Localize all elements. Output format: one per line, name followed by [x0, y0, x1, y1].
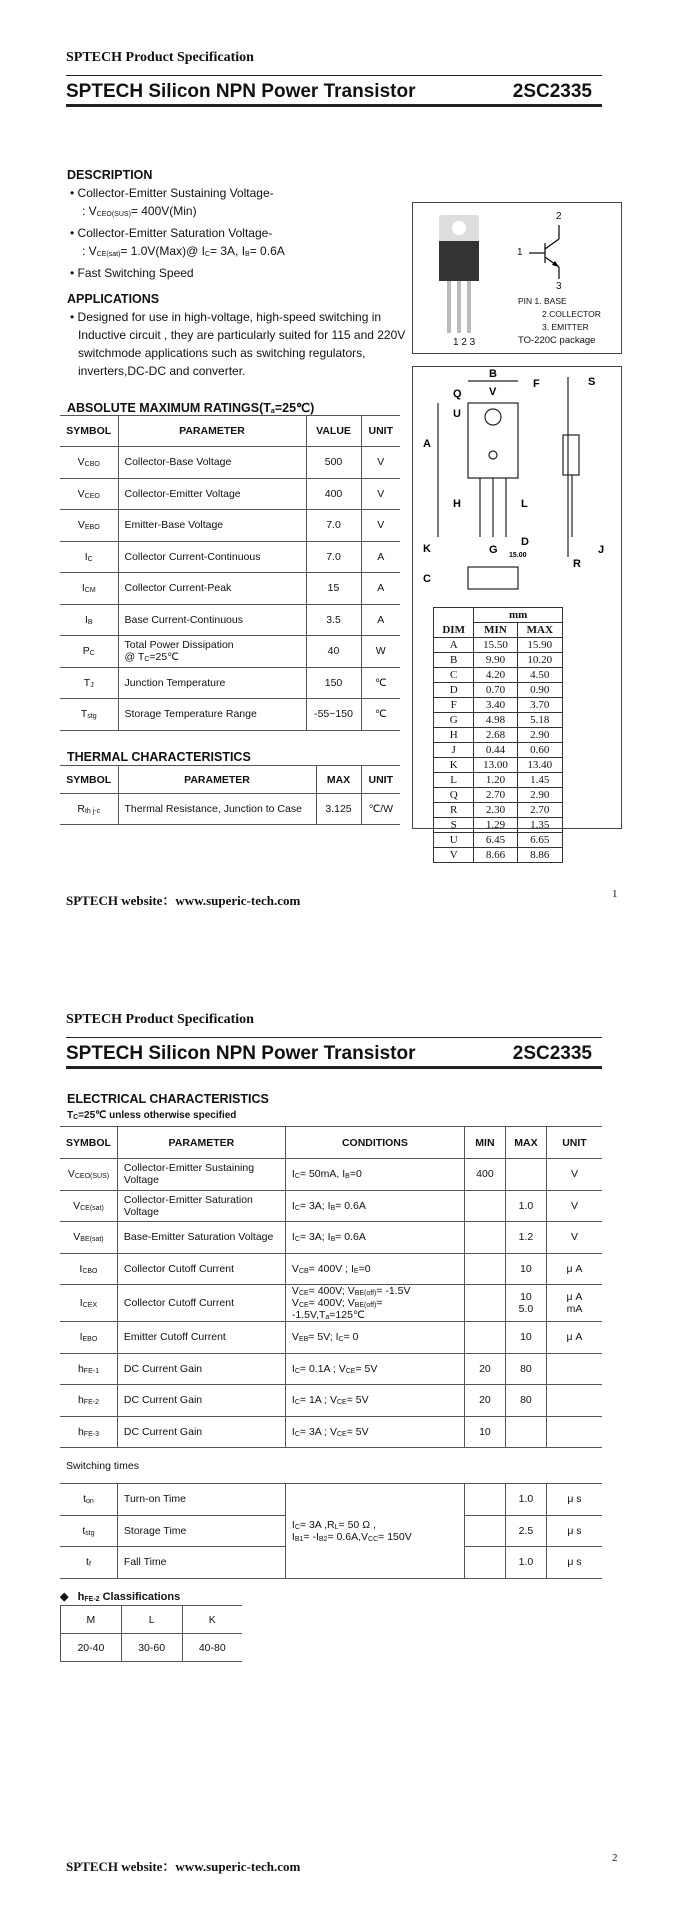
cell: 2.5 — [505, 1515, 546, 1547]
cell: μ A — [546, 1253, 602, 1285]
cell: $I_C$ — [60, 541, 118, 573]
cell: W — [361, 636, 400, 668]
cell: $V_{CEO(SUS)}$ — [60, 1159, 117, 1191]
cell: 15.50 — [474, 638, 517, 653]
pin-base: PIN 1. BASE — [518, 296, 567, 306]
hfe-class-title: $h_{FE-2}$ Classifications — [77, 1591, 181, 1603]
cell: Base-Emitter Saturation Voltage — [117, 1222, 285, 1254]
hfe-class-table — [60, 1605, 242, 1662]
cell — [464, 1322, 505, 1354]
cell: 80 — [505, 1353, 546, 1385]
dim-label-Q: Q — [453, 388, 462, 400]
col-min: MIN — [464, 1127, 505, 1159]
cell: $I_{CM}$ — [60, 573, 118, 605]
pin-emitter: 3. EMITTER — [542, 322, 589, 332]
cell: 0.90 — [517, 683, 562, 698]
cell: A — [361, 541, 400, 573]
electrical-row — [60, 1190, 602, 1222]
cell: Collector-Emitter Voltage — [118, 478, 306, 510]
cell: Storage Temperature Range — [118, 699, 306, 731]
rating-row — [60, 667, 400, 699]
cell: $I_C= 3A$; $I_B= 0.6A$ — [285, 1222, 464, 1254]
cell: Collector-Base Voltage — [118, 447, 306, 479]
cell: -55~150 — [306, 699, 361, 731]
dim-label-C: C — [423, 573, 431, 585]
cell — [546, 1353, 602, 1385]
cell: $I_B$ — [60, 604, 118, 636]
cell: K — [434, 758, 474, 773]
cell: $I_C= 3A$; $I_B= 0.6A$ — [285, 1190, 464, 1222]
cell: Collector Cutoff Current — [117, 1285, 285, 1322]
cell: Collector Current-Peak — [118, 573, 306, 605]
hfe-class-heading — [60, 1590, 180, 1603]
cell: 20 — [464, 1385, 505, 1417]
cell: Q — [434, 788, 474, 803]
cell: 40 — [306, 636, 361, 668]
cell: 3.40 — [474, 698, 517, 713]
cell: 2.90 — [517, 728, 562, 743]
description-item: • Collector-Emitter Sustaining Voltage- — [70, 186, 274, 200]
cell: $h_{FE-2}$ — [60, 1385, 117, 1417]
dimension-row — [434, 818, 563, 833]
cell: $t_f$ — [60, 1547, 117, 1579]
cell: $I_{CEX}$ — [60, 1285, 117, 1322]
page-title: SPTECH Silicon NPN Power Transistor — [66, 81, 416, 102]
cell: $I_C= 1A$ ; $V_{CE}= 5V$ — [285, 1385, 464, 1417]
cell: $I_C= 50mA$, $I_B=0$ — [285, 1159, 464, 1191]
outline-drawing — [413, 367, 621, 597]
electrical-table — [60, 1126, 602, 1579]
cell: Emitter Cutoff Current — [117, 1322, 285, 1354]
rating-row — [60, 541, 400, 573]
electrical-row — [60, 1159, 602, 1191]
dimension-row — [434, 758, 563, 773]
cell: ℃ — [361, 699, 400, 731]
switching-label-row — [60, 1448, 602, 1484]
description-item: : $V_{CEO(SUS)}= 400V(Min)$ — [82, 204, 197, 218]
cell — [464, 1285, 505, 1322]
cell: μ s — [546, 1547, 602, 1579]
cell: DC Current Gain — [117, 1416, 285, 1448]
cell: $h_{FE-1}$ — [60, 1353, 117, 1385]
cell: H — [434, 728, 474, 743]
cell: 15 — [306, 573, 361, 605]
cell: 4.50 — [517, 668, 562, 683]
cell: Total Power Dissipation @ $T_C=25℃$ — [118, 636, 306, 668]
col-parameter: PARAMETER — [118, 766, 316, 794]
dimension-row — [434, 698, 563, 713]
description-heading: DESCRIPTION — [67, 168, 153, 182]
cell: 0.70 — [474, 683, 517, 698]
cell: $V_{EBO}$ — [60, 510, 118, 542]
cell: 2.68 — [474, 728, 517, 743]
dim-header: DIM — [434, 608, 474, 638]
cell: 80 — [505, 1385, 546, 1417]
page-number: 1 — [612, 888, 618, 900]
col-unit: UNIT — [546, 1127, 602, 1159]
class-label: M — [61, 1606, 122, 1634]
min-header: MIN — [474, 623, 517, 638]
cell: 10 5.0 — [505, 1285, 546, 1322]
applications-text: • Designed for use in high-voltage, high-speed switching in Inductive circuit , they are particularly suited for 115 and 220V switchmode applications such as switching regulators, inverters,DC-DC and converter. — [70, 310, 406, 378]
col-value: VALUE — [306, 416, 361, 447]
cell: 0.60 — [517, 743, 562, 758]
rating-row — [60, 510, 400, 542]
cell: 7.0 — [306, 541, 361, 573]
cell: 13.00 — [474, 758, 517, 773]
electrical-row — [60, 1253, 602, 1285]
thermal-table — [60, 765, 400, 825]
divider — [66, 75, 602, 76]
ratings-heading: ABSOLUTE MAXIMUM $RATINGS(T_a=25℃)$ — [67, 401, 315, 415]
part-number: 2SC2335 — [512, 81, 592, 102]
cell: Emitter-Base Voltage — [118, 510, 306, 542]
dim-label-L: L — [521, 498, 528, 510]
cell: Collector Cutoff Current — [117, 1253, 285, 1285]
cell: $V_{CB}= 400V$ ; $I_E=0$ — [285, 1253, 464, 1285]
cell: $V_{CEO}$ — [60, 478, 118, 510]
cell: 13.40 — [517, 758, 562, 773]
title-bar — [66, 1043, 592, 1065]
cell: 1.20 — [474, 773, 517, 788]
dimension-row — [434, 683, 563, 698]
cell: Storage Time — [117, 1515, 285, 1547]
rating-row — [60, 478, 400, 510]
cell: 15.90 — [517, 638, 562, 653]
cell: V — [434, 848, 474, 863]
cell: 1.0 — [505, 1547, 546, 1579]
cell: 500 — [306, 447, 361, 479]
cell: V — [546, 1159, 602, 1191]
divider — [66, 1037, 602, 1038]
cell: C — [434, 668, 474, 683]
cell: ℃/W — [361, 794, 400, 825]
cell — [546, 1385, 602, 1417]
rating-row — [60, 573, 400, 605]
cell: 9.90 — [474, 653, 517, 668]
cell: 4.98 — [474, 713, 517, 728]
cell: $h_{FE-3}$ — [60, 1416, 117, 1448]
dim-label-J: J — [598, 544, 605, 556]
cell: $I_{CBO}$ — [60, 1253, 117, 1285]
rating-row — [60, 699, 400, 731]
cell: μ s — [546, 1515, 602, 1547]
cell: DC Current Gain — [117, 1385, 285, 1417]
col-symbol: SYMBOL — [60, 416, 118, 447]
electrical-row — [60, 1285, 602, 1322]
cell: Collector Current-Continuous — [118, 541, 306, 573]
cell: 400 — [464, 1159, 505, 1191]
class-label: K — [182, 1606, 242, 1634]
cell: B — [434, 653, 474, 668]
switching-times-label: Switching times — [60, 1448, 602, 1484]
title-bar — [66, 81, 592, 103]
cell: $I_{EBO}$ — [60, 1322, 117, 1354]
cell: $I_C= 0.1A$ ; $V_{CE}= 5V$ — [285, 1353, 464, 1385]
cell: V — [546, 1190, 602, 1222]
col-unit: UNIT — [361, 416, 400, 447]
cell: 10 — [464, 1416, 505, 1448]
header-top: SPTECH Product Specification — [66, 50, 254, 65]
cell: 7.0 — [306, 510, 361, 542]
col-max: MAX — [316, 766, 361, 794]
pin-label-2: 2 — [556, 211, 562, 222]
cell: 20 — [464, 1353, 505, 1385]
rating-row — [60, 447, 400, 479]
dimensions-table — [433, 607, 563, 863]
cell — [464, 1547, 505, 1579]
cell: $V_{CBO}$ — [60, 447, 118, 479]
dim-label-K: K — [423, 543, 431, 555]
cell: G — [434, 713, 474, 728]
col-max: MAX — [505, 1127, 546, 1159]
electrical-row — [60, 1353, 602, 1385]
rating-row — [60, 604, 400, 636]
cell: Base Current-Continuous — [118, 604, 306, 636]
electrical-row — [60, 1222, 602, 1254]
description-item: • Fast Switching Speed — [70, 266, 194, 280]
angle-note: 15.00 — [509, 552, 527, 559]
class-label: L — [121, 1606, 182, 1634]
cell: ℃ — [361, 667, 400, 699]
pin-numbers: 1 2 3 — [453, 337, 476, 348]
cell: Thermal Resistance, Junction to Case — [118, 794, 316, 825]
col-parameter: PARAMETER — [117, 1127, 285, 1159]
page-number: 2 — [612, 1852, 618, 1864]
cell: $T_J$ — [60, 667, 118, 699]
cell — [546, 1416, 602, 1448]
cell: 10.20 — [517, 653, 562, 668]
cell: A — [434, 638, 474, 653]
dim-label-R: R — [573, 558, 581, 570]
cell: 0.44 — [474, 743, 517, 758]
cell: $P_C$ — [60, 636, 118, 668]
part-number: 2SC2335 — [512, 1043, 592, 1064]
dim-label-S: S — [588, 376, 596, 388]
cell: $I_C= 3A$ $,R_L= 50$ Ω , $I_{B1}= -I_{B2}= 0.6A,V_{CC}= 150V$ — [285, 1484, 464, 1579]
dimension-row — [434, 743, 563, 758]
col-parameter: PARAMETER — [118, 416, 306, 447]
dimension-row — [434, 653, 563, 668]
cell: Fall Time — [117, 1547, 285, 1579]
description-item: : $V_{CE(sat)}=$ 1.0V(Max)@ $I_C= 3A$, $I_B= 0.6A$ — [82, 244, 285, 258]
thermal-heading: THERMAL CHARACTERISTICS — [67, 750, 251, 764]
cell: A — [361, 604, 400, 636]
cell: DC Current Gain — [117, 1353, 285, 1385]
dim-label-V: V — [489, 386, 497, 398]
cell: 3.70 — [517, 698, 562, 713]
cell — [464, 1484, 505, 1516]
cell: 1.2 — [505, 1222, 546, 1254]
cell: 1.35 — [517, 818, 562, 833]
class-range: 20-40 — [61, 1634, 122, 1662]
electrical-row — [60, 1416, 602, 1448]
cell — [505, 1416, 546, 1448]
cell: $V_{EB}= 5V$; $I_C= 0$ — [285, 1322, 464, 1354]
cell: Collector-Emitter Sustaining Voltage — [117, 1159, 285, 1191]
electrical-heading: ELECTRICAL CHARACTERISTICS — [67, 1092, 269, 1106]
dimension-row — [434, 668, 563, 683]
cell: $t_{stg}$ — [60, 1515, 117, 1547]
dimension-row — [434, 713, 563, 728]
cell: $T_{stg}$ — [60, 699, 118, 731]
cell: Collector-Emitter Saturation Voltage — [117, 1190, 285, 1222]
cell: $V_{CE}= 400V$; $V_{BE(off)}= -1.5V$ $V_{CE}= 400V$; $V_{BE(off)}=$ $-1.5V,T_a=125℃$ — [285, 1285, 464, 1322]
cell: 10 — [505, 1322, 546, 1354]
cell: 3.125 — [316, 794, 361, 825]
cell: 2.30 — [474, 803, 517, 818]
pin-label-3: 3 — [556, 281, 562, 292]
dimension-row — [434, 848, 563, 863]
page-title: SPTECH Silicon NPN Power Transistor — [66, 1043, 416, 1064]
cell: J — [434, 743, 474, 758]
dimension-row — [434, 788, 563, 803]
cell: 4.20 — [474, 668, 517, 683]
divider-thick — [66, 1066, 602, 1069]
cell: 6.65 — [517, 833, 562, 848]
cell: 8.66 — [474, 848, 517, 863]
cell: Junction Temperature — [118, 667, 306, 699]
dim-label-A: A — [423, 438, 431, 450]
cell: S — [434, 818, 474, 833]
cell: 3.5 — [306, 604, 361, 636]
cell — [464, 1253, 505, 1285]
cell: $R_{th j-c}$ — [60, 794, 118, 825]
cell: 150 — [306, 667, 361, 699]
electrical-note: $T_C=25℃$ unless otherwise specified — [67, 1110, 237, 1121]
col-conditions: CONDITIONS — [285, 1127, 464, 1159]
dimension-row — [434, 728, 563, 743]
dim-label-F: F — [533, 378, 540, 390]
cell: 1.0 — [505, 1190, 546, 1222]
cell — [464, 1222, 505, 1254]
cell: 8.86 — [517, 848, 562, 863]
class-range: 30-60 — [121, 1634, 182, 1662]
electrical-row — [60, 1385, 602, 1417]
dimension-row — [434, 833, 563, 848]
divider-thick — [66, 104, 602, 107]
cell: μ s — [546, 1484, 602, 1516]
dimension-row — [434, 773, 563, 788]
footer-website: SPTECH website：www.superic-tech.com — [66, 1859, 301, 1874]
footer-website: SPTECH website：www.superic-tech.com — [66, 893, 301, 908]
cell: $t_{on}$ — [60, 1484, 117, 1516]
cell: Turn-on Time — [117, 1484, 285, 1516]
col-unit: UNIT — [361, 766, 400, 794]
dimension-row — [434, 638, 563, 653]
dim-label-H: H — [453, 498, 461, 510]
description-list — [70, 184, 285, 282]
cell: 1.45 — [517, 773, 562, 788]
thermal-row — [60, 794, 400, 825]
col-symbol: SYMBOL — [60, 766, 118, 794]
pin-collector: 2.COLLECTOR — [542, 309, 601, 319]
cell: 5.18 — [517, 713, 562, 728]
cell: 6.45 — [474, 833, 517, 848]
cell: $I_C= 3A$ ; $V_{CE}= 5V$ — [285, 1416, 464, 1448]
description-item: • Collector-Emitter Saturation Voltage- — [70, 226, 273, 240]
cell: L — [434, 773, 474, 788]
cell: V — [361, 510, 400, 542]
electrical-row — [60, 1322, 602, 1354]
diamond-icon: ◆ — [60, 1591, 69, 1603]
pin-list — [518, 295, 601, 347]
dimension-drawing — [412, 366, 622, 861]
class-range: 40-80 — [182, 1634, 242, 1662]
col-symbol: SYMBOL — [60, 1127, 117, 1159]
dimension-row — [434, 803, 563, 818]
package-image — [412, 202, 622, 354]
cell — [505, 1159, 546, 1191]
rating-row — [60, 636, 400, 668]
dim-label-D: D — [521, 536, 529, 548]
cell: 2.90 — [517, 788, 562, 803]
cell: $V_{CE(sat)}$ — [60, 1190, 117, 1222]
cell — [464, 1515, 505, 1547]
dim-label-U: U — [453, 408, 461, 420]
cell: V — [546, 1222, 602, 1254]
cell: 10 — [505, 1253, 546, 1285]
cell: μ A mA — [546, 1285, 602, 1322]
pin-label-1: 1 — [517, 247, 523, 258]
cell — [464, 1190, 505, 1222]
cell: F — [434, 698, 474, 713]
cell: 2.70 — [517, 803, 562, 818]
cell: A — [361, 573, 400, 605]
cell: 2.70 — [474, 788, 517, 803]
ratings-table — [60, 415, 400, 731]
cell: V — [361, 478, 400, 510]
switching-row — [60, 1484, 602, 1516]
cell: 1.0 — [505, 1484, 546, 1516]
cell: μ A — [546, 1322, 602, 1354]
cell: V — [361, 447, 400, 479]
max-header: MAX — [517, 623, 562, 638]
dim-label-G: G — [489, 544, 498, 556]
dim-label-B: B — [489, 368, 497, 380]
cell: U — [434, 833, 474, 848]
cell: 1.29 — [474, 818, 517, 833]
package-name: TO-220C package — [518, 335, 596, 346]
cell: D — [434, 683, 474, 698]
cell: 400 — [306, 478, 361, 510]
unit-header: mm — [474, 608, 563, 623]
applications-heading: APPLICATIONS — [67, 292, 160, 306]
cell: $V_{BE(sat)}$ — [60, 1222, 117, 1254]
header-top: SPTECH Product Specification — [66, 1012, 254, 1027]
cell: R — [434, 803, 474, 818]
